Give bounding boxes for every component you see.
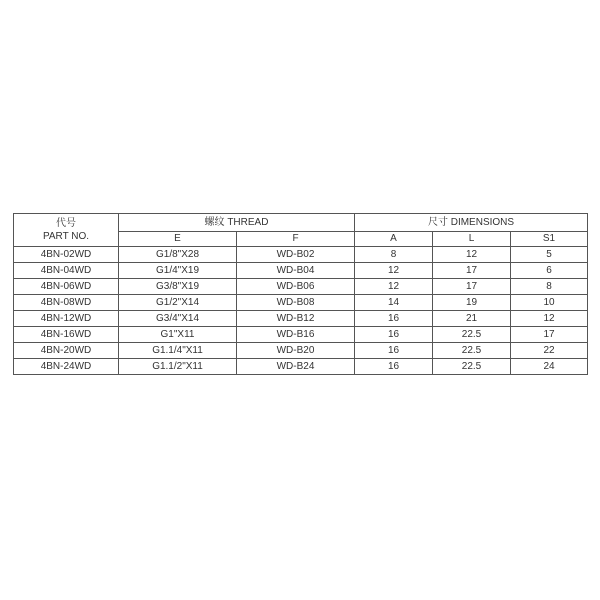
dimension-a-cell: 16 xyxy=(355,327,433,343)
part-no-header xyxy=(14,214,119,247)
column-header-f: F xyxy=(237,232,355,247)
part-no-cell: 4BN-06WD xyxy=(14,279,119,295)
dimension-l-cell: 22.5 xyxy=(433,327,511,343)
part-no-cell: 4BN-02WD xyxy=(14,247,119,263)
table-row xyxy=(14,311,588,327)
column-header-e: E xyxy=(119,232,237,247)
part-no-cell: 4BN-20WD xyxy=(14,343,119,359)
table-row xyxy=(14,295,588,311)
thread-f-cell: WD-B04 xyxy=(237,263,355,279)
thread-f-cell: WD-B24 xyxy=(237,359,355,375)
table-row xyxy=(14,247,588,263)
table-row xyxy=(14,359,588,375)
thread-e-cell: G1.1/4"X11 xyxy=(119,343,237,359)
dimension-s1-cell: 22 xyxy=(511,343,588,359)
dimension-s1-cell: 17 xyxy=(511,327,588,343)
dimension-a-cell: 12 xyxy=(355,263,433,279)
header-row-groups xyxy=(14,214,588,232)
dimension-l-cell: 22.5 xyxy=(433,359,511,375)
dimension-l-cell: 22.5 xyxy=(433,343,511,359)
thread-e-cell: G3/8"X19 xyxy=(119,279,237,295)
part-no-cell: 4BN-08WD xyxy=(14,295,119,311)
thread-e-cell: G1/4"X19 xyxy=(119,263,237,279)
dimension-s1-cell: 10 xyxy=(511,295,588,311)
dimension-a-cell: 16 xyxy=(355,359,433,375)
thread-e-cell: G1.1/2"X11 xyxy=(119,359,237,375)
dimension-s1-cell: 5 xyxy=(511,247,588,263)
dimension-s1-cell: 6 xyxy=(511,263,588,279)
column-header-a: A xyxy=(355,232,433,247)
table-row xyxy=(14,263,588,279)
dimension-l-cell: 17 xyxy=(433,279,511,295)
column-header-s1: S1 xyxy=(511,232,588,247)
thread-f-cell: WD-B12 xyxy=(237,311,355,327)
dimension-s1-cell: 24 xyxy=(511,359,588,375)
thread-f-cell: WD-B16 xyxy=(237,327,355,343)
dimension-s1-cell: 12 xyxy=(511,311,588,327)
dimension-a-cell: 16 xyxy=(355,343,433,359)
thread-e-cell: G1/8"X28 xyxy=(119,247,237,263)
dimension-a-cell: 12 xyxy=(355,279,433,295)
dimension-a-cell: 16 xyxy=(355,311,433,327)
thread-f-cell: WD-B02 xyxy=(237,247,355,263)
part-no-cell: 4BN-12WD xyxy=(14,311,119,327)
part-no-header-en: PART NO. xyxy=(42,231,90,242)
dimension-l-cell: 17 xyxy=(433,263,511,279)
table-row xyxy=(14,279,588,295)
spec-table xyxy=(13,213,588,375)
dimension-l-cell: 12 xyxy=(433,247,511,263)
dimension-l-cell: 19 xyxy=(433,295,511,311)
table-body xyxy=(14,247,588,375)
part-no-header-cn: 代号 xyxy=(56,217,76,229)
thread-e-cell: G1/2"X14 xyxy=(119,295,237,311)
thread-f-cell: WD-B06 xyxy=(237,279,355,295)
thread-f-cell: WD-B08 xyxy=(237,295,355,311)
part-no-cell: 4BN-16WD xyxy=(14,327,119,343)
part-no-cell: 4BN-04WD xyxy=(14,263,119,279)
thread-group-header: 螺纹 THREAD xyxy=(119,214,355,232)
dimension-a-cell: 8 xyxy=(355,247,433,263)
dimension-a-cell: 14 xyxy=(355,295,433,311)
dimension-l-cell: 21 xyxy=(433,311,511,327)
thread-e-cell: G1"X11 xyxy=(119,327,237,343)
table-header xyxy=(14,214,588,247)
thread-e-cell: G3/4"X14 xyxy=(119,311,237,327)
column-header-l: L xyxy=(433,232,511,247)
dimension-s1-cell: 8 xyxy=(511,279,588,295)
dimensions-group-header: 尺寸 DIMENSIONS xyxy=(355,214,588,232)
table-row xyxy=(14,343,588,359)
part-no-cell: 4BN-24WD xyxy=(14,359,119,375)
thread-f-cell: WD-B20 xyxy=(237,343,355,359)
table-row xyxy=(14,327,588,343)
